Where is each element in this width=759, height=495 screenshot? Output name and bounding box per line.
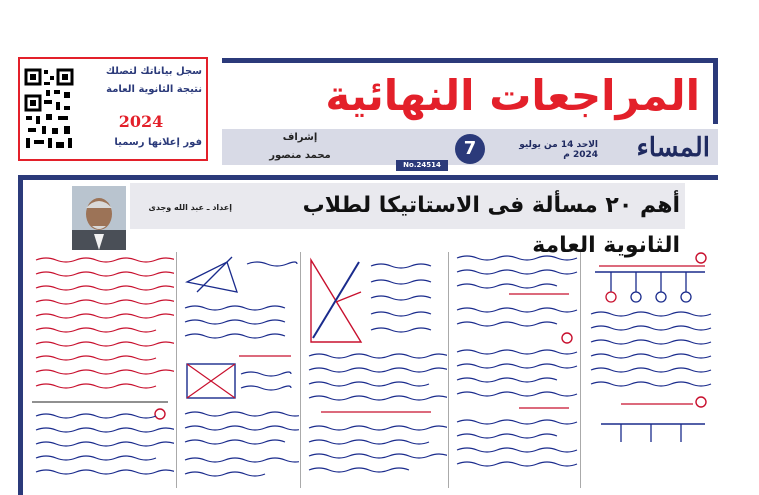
promo-year: 2024 bbox=[118, 112, 164, 131]
handwriting-block-3 bbox=[301, 252, 447, 488]
handwriting-block-4 bbox=[177, 252, 299, 488]
page-title: المراجعات النهائية bbox=[325, 71, 700, 120]
author-photo bbox=[72, 186, 126, 250]
issue-code: No.24514 bbox=[396, 160, 448, 171]
handwriting-block-2 bbox=[449, 252, 579, 488]
handwriting-block-1 bbox=[581, 252, 716, 488]
qr-code-icon[interactable] bbox=[24, 66, 74, 154]
promo-line-1: سجل بياناتك لتصلك bbox=[105, 66, 202, 77]
issue-date: الاحد 14 من يوليو 2024 م bbox=[519, 140, 598, 160]
handwriting-block-5 bbox=[28, 252, 174, 488]
issue-number-badge: 7 bbox=[455, 134, 485, 164]
solution-column-1 bbox=[580, 252, 716, 488]
article-byline: إعداد ـ عبد الله وجدى bbox=[148, 203, 232, 212]
solution-column-4 bbox=[176, 252, 299, 488]
supervisor-name: محمد منصور bbox=[269, 150, 331, 161]
promo-line-3: فور إعلانها رسميا bbox=[114, 137, 202, 148]
newspaper-logo: المساء bbox=[636, 133, 710, 163]
solution-column-2 bbox=[448, 252, 579, 488]
article-headline: أهم ٢٠ مسألة فى الاستاتيكا لطلاب الثانوية العامة bbox=[302, 193, 680, 258]
promo-line-2: نتيجة الثانوية العامة bbox=[106, 84, 202, 95]
supervision-label: إشراف bbox=[282, 132, 318, 143]
solution-column-3 bbox=[300, 252, 447, 488]
solution-column-5 bbox=[28, 252, 174, 488]
